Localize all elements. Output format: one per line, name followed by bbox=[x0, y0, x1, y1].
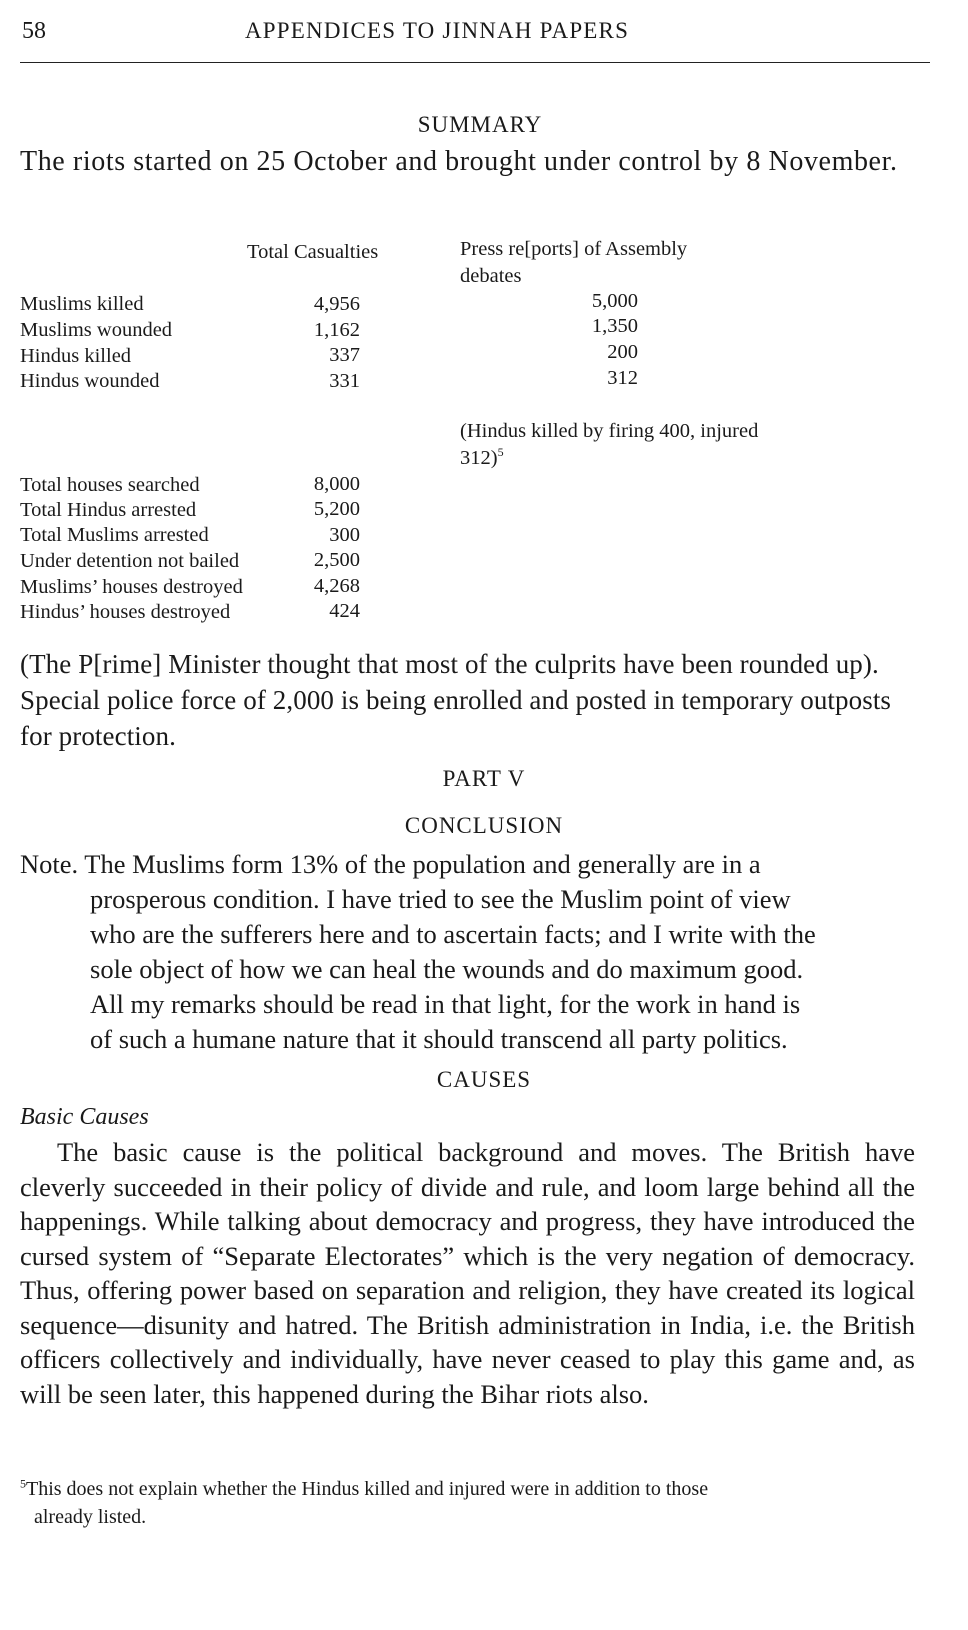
stat-label: Total houses searched bbox=[20, 474, 200, 496]
col-press-header-1: Press re[ports] of Assembly bbox=[460, 238, 688, 260]
running-title: APPENDICES TO JINNAH PAPERS bbox=[245, 18, 630, 43]
note-line: Note. The Muslims form 13% of the population and generally are in a bbox=[20, 849, 761, 879]
stat-label: Hindus’ houses destroyed bbox=[20, 601, 231, 623]
basic-causes-heading: Basic Causes bbox=[20, 1104, 149, 1130]
casualty-label: Hindus wounded bbox=[20, 370, 160, 392]
conclusion-heading: CONCLUSION bbox=[404, 813, 564, 838]
casualty-press: 1,350 bbox=[591, 315, 638, 337]
basic-causes-paragraph bbox=[20, 1135, 915, 1411]
note-line: All my remarks should be read in that light, for the work in hand is bbox=[90, 989, 801, 1019]
summary-lead: The riots started on 25 October and brought under control by 8 November. bbox=[20, 146, 898, 177]
header-rule bbox=[20, 62, 930, 63]
casualty-press: 5,000 bbox=[591, 290, 638, 312]
footnote-ref: 5 bbox=[497, 445, 504, 460]
stat-value: 5,200 bbox=[313, 498, 360, 520]
col-total-header: Total Casualties bbox=[247, 241, 379, 263]
stat-label: Under detention not bailed bbox=[20, 550, 240, 572]
footnote bbox=[20, 1475, 915, 1531]
part-heading: PART V bbox=[442, 766, 526, 791]
casualty-label: Muslims killed bbox=[20, 293, 144, 315]
casualty-total: 337 bbox=[329, 344, 360, 366]
casualty-press: 200 bbox=[607, 341, 638, 363]
page-header bbox=[22, 14, 927, 54]
press-note-line-1: (Hindus killed by firing 400, injured bbox=[460, 420, 759, 442]
footnote-line-2: already listed. bbox=[34, 1506, 147, 1528]
note-paragraph bbox=[20, 847, 910, 1057]
casualty-label: Muslims wounded bbox=[20, 319, 173, 341]
basic-causes-text: The basic cause is the political background and moves. The British have cleverly succeeded in their policy of divide and rule, and loom large behind all the happenings. While talking about democracy and progress, they have introduced the cursed system of “Separate Electorates” which is the very negation of democracy. Thus, offering power based on separation and religion, they have created its logical sequence—disunity and hatred. The British administration in India, i.e. the British officers collectively and individually, have never ceased to play this game and, as will be seen later, this happened during the Bihar riots also. bbox=[20, 1137, 915, 1409]
footnote-marker: 5 bbox=[20, 1476, 26, 1491]
stat-label: Total Hindus arrested bbox=[20, 499, 197, 521]
stat-label: Muslims’ houses destroyed bbox=[20, 576, 243, 598]
note-line: prosperous condition. I have tried to see the Muslim point of view bbox=[90, 884, 791, 914]
note-line: sole object of how we can heal the wounds and do maximum good. bbox=[90, 954, 804, 984]
causes-heading: CAUSES bbox=[436, 1067, 532, 1092]
note-line: of such a humane nature that it should transcend all party politics. bbox=[90, 1024, 788, 1054]
stat-value: 2,500 bbox=[313, 549, 360, 571]
casualty-total: 1,162 bbox=[313, 319, 360, 341]
casualty-total: 331 bbox=[329, 370, 360, 392]
stat-value: 8,000 bbox=[313, 473, 360, 495]
note-line: who are the sufferers here and to ascertain facts; and I write with the bbox=[90, 919, 816, 949]
stat-value: 424 bbox=[329, 600, 360, 622]
casualty-press: 312 bbox=[607, 367, 638, 389]
col-press-header-2: debates bbox=[460, 265, 522, 287]
casualty-label: Hindus killed bbox=[20, 345, 132, 367]
press-note bbox=[460, 418, 820, 472]
stat-label: Total Muslims arrested bbox=[20, 524, 209, 546]
stat-value: 4,268 bbox=[313, 575, 360, 597]
press-note-line-2: 312) bbox=[460, 447, 498, 469]
stat-value: 300 bbox=[329, 524, 360, 546]
closing-paragraph: (The P[rime] Minister thought that most of the culprits have been rounded up). Special police force of 2,000 is being enrolled and posted in temporary outposts for protection. bbox=[20, 649, 892, 751]
casualty-total: 4,956 bbox=[313, 293, 360, 315]
summary-heading: SUMMARY bbox=[417, 112, 543, 137]
footnote-line-1: This does not explain whether the Hindus killed and injured were in addition to those bbox=[26, 1478, 709, 1500]
page-number: 58 bbox=[22, 18, 46, 44]
